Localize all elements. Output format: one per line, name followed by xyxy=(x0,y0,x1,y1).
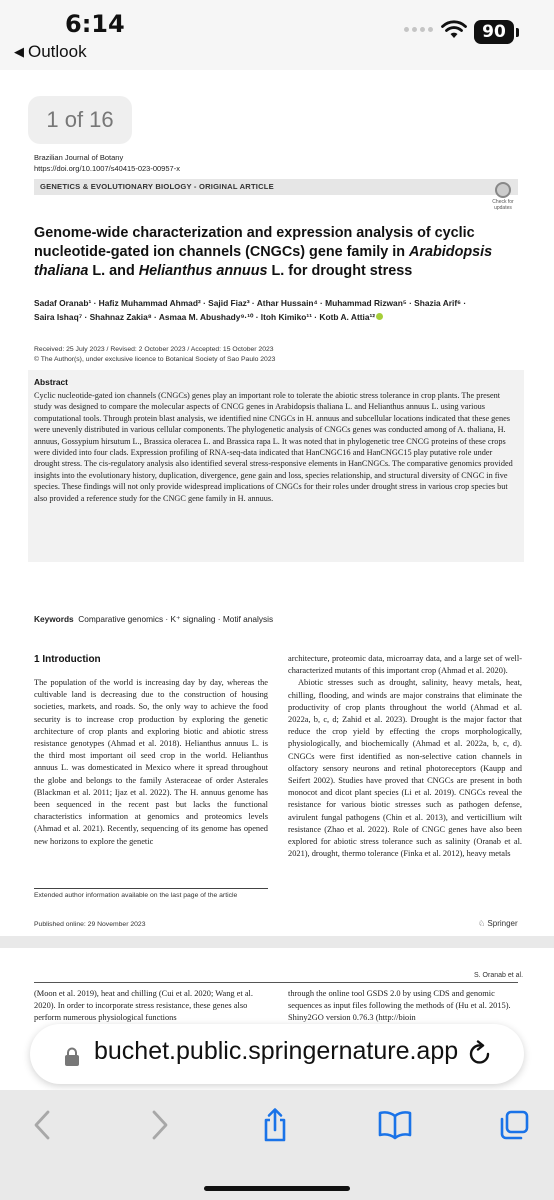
intro-right-column xyxy=(288,653,522,860)
page2-left-column: (Moon et al. 2019), heat and chilling (Cui et al. 2020; Wang et al. 2020). In order to incorporate stress resistance, these genes also perform numerous physiological functions xyxy=(34,989,253,1023)
check-for-updates-button[interactable] xyxy=(488,182,518,212)
back-arrow-icon xyxy=(32,1109,52,1141)
introduction-heading: 1 Introduction xyxy=(34,654,101,665)
back-to-app-link[interactable] xyxy=(14,42,87,62)
battery-indicator: 90 xyxy=(474,20,514,44)
journal-name: Brazilian Journal of Botany xyxy=(34,153,124,162)
signal-icon xyxy=(404,27,433,32)
page2-right-column: through the online tool GSDS 2.0 by using CDS and genomic sequences as input files following the methods of (Hu et al. 2015). Shiny2GO version 0.76.3 (http://bioin xyxy=(288,989,511,1023)
copyright: © The Author(s), under exclusive licence to Botanical Society of Sao Paulo 2023 xyxy=(34,356,276,363)
back-button[interactable] xyxy=(22,1108,62,1142)
battery-tip xyxy=(516,28,519,37)
back-app-label: Outlook xyxy=(28,42,87,61)
tabs-icon xyxy=(498,1109,530,1141)
browser-toolbar xyxy=(0,1090,554,1200)
article-title: Genome-wide characterization and expression analysis of cyclic nucleotide-gated ion channels (CNGCs) gene family in Arabidopsis thaliana L. and Helianthus annuus L. for drought stress xyxy=(34,225,493,279)
tabs-button[interactable] xyxy=(494,1108,534,1142)
footnote: Extended author information available on the last page of the article xyxy=(34,892,238,899)
share-icon xyxy=(260,1107,290,1143)
forward-arrow-icon xyxy=(150,1109,170,1141)
abstract-heading: Abstract xyxy=(34,377,68,387)
section-label: GENETICS & EVOLUTIONARY BIOLOGY - ORIGINAL ARTICLE xyxy=(34,179,518,195)
authors-line-1: Sadaf Oranab¹ · Hafiz Muhammad Ahmad² · Sajid Fiaz³ · Athar Hussain⁴ · Muhammad Rizwan⁵ · Shazia Arif⁶ · xyxy=(34,298,467,308)
intro-right-paragraph-2: Abiotic stresses such as drought, salinity, heavy metals, heat, chilling, flooding, and winds are major constrains that eliminate the productivity of crop plants throughout the world (Ahmad et al. 2022a, b, c, d; Zahid et al. 2023). Drought is the major factor that reduce the crop yield by effecting the crops morphologically, physiologically, and biochemically (Ahmad et al. 2022a, b, c, d). CNGCs were first identified as non-selective cation channels in olfactory sensory neurons and retinal photoreceptors (Kaupp and Seifert 2002). Studies have proved that CNGCs are present in both monocot and dicot plant species (Li et al. 2019). CNGCs reveal the resistance for various biotic stresses such as pathogen defense, avirulent fungal pathogens (Chin et al. 2013), and verticillium wilt resistance (Zhao et al. 2022). Role of CNGC genes have also been explored for abiotic stress tolerance such as salinity (Oranab et al. 2021), drought, thermo tolerance (Finka et al. 2012), heavy metals xyxy=(288,678,522,859)
authors-line-2: Saira Ishaq⁷ · Shahnaz Zakia⁸ · Asmaa M. Abushady⁹·¹⁰ · Itoh Kimiko¹¹ · Kotb A. Attia¹² xyxy=(34,310,518,324)
running-head-rule xyxy=(34,982,518,983)
wifi-icon xyxy=(441,20,467,40)
back-triangle-icon: ◀ xyxy=(14,44,24,59)
reload-icon[interactable] xyxy=(467,1040,493,1068)
abstract-text: Cyclic nucleotide-gated ion channels (CNGCs) genes play an important role to tolerate the abiotic stress tolerance in crop plants. The present study was designed to compare the molecular aspects of CNCG genes in Arabidopsis thaliana L. and Helianthus annuus L. using various computational tools. Through protein blast analysis, we identified nine CNGCs in H. annuus and subcellular locations indicated that these genes were unevenly distributed in various cellular components. The phylogenetic analysis of CNGCs genes was conducted among of A. thaliana, H. annuus, Gossypium hirsutum L., Brassica oleracea L. and Brassica rapa L. It was noted that in phylogenetic tree CNCG proteins of these crops were divided into four clads. Expression profiling of RNA-seq-data indicated that HanCNGC16 and HanCNGC15 play putative role under drought stress. The cis-regulatory analysis also identified several stress-responsive elements in HanCNGCs. The comparative genomics provided insights into the evolutionary history, duplication, divergence, gene gain and loss, species relationship, and structural diversity of CNGC in five species. These findings will not only provide widespread implications of CNGCs for their roles under drought stress in various crop species but also provided a reference study for the CNGC gene family in H. annuus. xyxy=(34,391,513,503)
keywords xyxy=(34,614,273,624)
book-icon xyxy=(378,1110,412,1140)
page-indicator: 1 of 16 xyxy=(28,96,132,144)
running-head: S. Oranab et al. xyxy=(474,972,524,979)
footnote-divider xyxy=(34,888,268,889)
intro-left-column: The population of the world is increasing day by day, whereas the cultivable land is decreasing due to the construction of housing societies, markets, and roads. So, the only way to achieve the food security is to increase crop production by exploring the genetic architecture of crop plants and exploring biotic and abiotic stress resistance genotypes (Ahmad et al. 2018). Helianthus annuus L. is the third most important oil seed crop in the world. Helianthus annuus L. was domesticated in Mexico where it spread throughout the globe and belongs to the family Asteraceae of order Asterales (Blackman et al. 2011; Ijaz et al. 2022). The H. annuus genome has been sequenced in the recent past but lacks the functional characteristics information at genomics and proteomics levels (Ahmad et al. 2021). Recently, sequencing of its genome has opened new horizons to explore the genetic xyxy=(34,678,268,846)
published-date: Published online: 29 November 2023 xyxy=(34,921,146,928)
journal-info xyxy=(34,152,180,174)
share-button[interactable] xyxy=(255,1108,295,1142)
check-updates-icon xyxy=(495,182,511,198)
keywords-label: Keywords xyxy=(34,614,74,624)
check-updates-label: Check for updates xyxy=(492,199,514,211)
bookmarks-button[interactable] xyxy=(375,1108,415,1142)
intro-right-paragraph-1: architecture, proteomic data, microarray data, and a large set of well-characterized mutants of this important crop (Ahmad et al. 2020). xyxy=(288,654,522,676)
article-dates xyxy=(34,345,275,365)
keywords-list: Comparative genomics · K⁺ signaling · Motif analysis xyxy=(78,614,274,624)
document-page-1[interactable] xyxy=(0,70,554,936)
home-indicator[interactable] xyxy=(204,1186,350,1191)
author-list xyxy=(34,296,518,324)
address-bar[interactable] xyxy=(30,1024,524,1084)
springer-horse-icon: ♘ xyxy=(478,919,486,928)
clock: 6:14 xyxy=(65,10,125,38)
lock-icon xyxy=(64,1047,80,1067)
doi-link[interactable]: https://doi.org/10.1007/s40415-023-00957-x xyxy=(34,164,180,173)
status-bar xyxy=(0,0,554,70)
abstract-box xyxy=(28,370,524,562)
history-dates: Received: 25 July 2023 / Revised: 2 October 2023 / Accepted: 15 October 2023 xyxy=(34,346,274,353)
url-text[interactable]: buchet.public.springernature.app xyxy=(94,1037,459,1065)
orcid-icon[interactable] xyxy=(376,313,383,320)
publisher-logo: ♘ Springer xyxy=(478,919,518,928)
forward-button[interactable] xyxy=(140,1108,180,1142)
